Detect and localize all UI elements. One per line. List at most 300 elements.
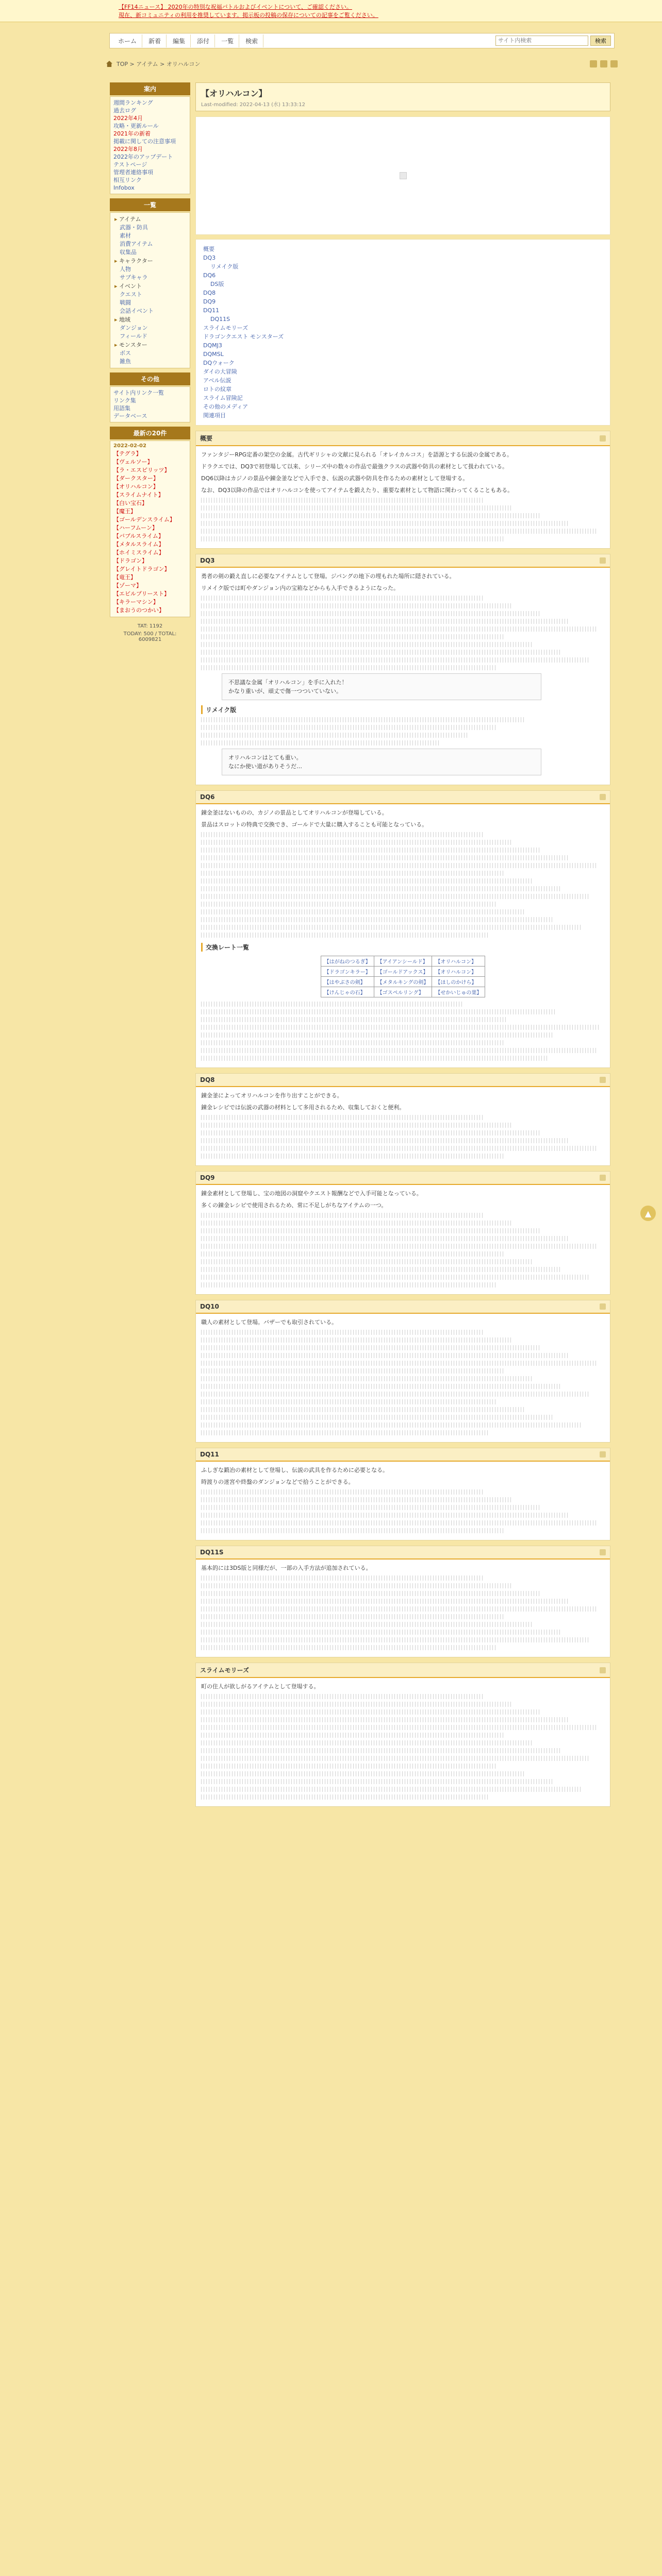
history-icon[interactable] xyxy=(600,60,607,67)
sidebar-subcategory[interactable]: 収集品 xyxy=(120,249,137,256)
text-line xyxy=(201,1146,597,1151)
text-line xyxy=(201,1505,540,1510)
text-line xyxy=(201,878,532,884)
text-line xyxy=(201,1606,597,1612)
article-section xyxy=(195,1663,610,1807)
text-line xyxy=(201,1337,512,1343)
text-line xyxy=(201,665,496,670)
text-line xyxy=(201,1384,560,1389)
text-line xyxy=(201,1251,504,1257)
text-line xyxy=(201,1733,504,1738)
text-line xyxy=(201,1591,540,1596)
sidebar-subcategory[interactable]: 消費アイテム xyxy=(120,241,153,247)
text-line xyxy=(201,1422,581,1428)
ad-placeholder[interactable] xyxy=(195,116,610,235)
table-cell[interactable]: 【ゴスペルリング】 xyxy=(374,987,432,997)
sidebar-category[interactable]: ▸ モンスター xyxy=(113,341,187,349)
recent-page-link[interactable]: 【オリハルコン】 xyxy=(113,483,159,490)
toc-link[interactable]: 関連項目 xyxy=(203,412,226,419)
game-message-box xyxy=(222,749,541,775)
table-cell[interactable]: 【はがねのつるぎ】 xyxy=(321,956,374,967)
table-row xyxy=(321,977,485,987)
text-line xyxy=(201,1415,552,1420)
sidebar-subcategory[interactable]: 雑魚 xyxy=(120,358,131,365)
toc-link[interactable]: ドラゴンクエスト モンスターズ xyxy=(203,333,284,340)
text-line xyxy=(201,498,484,503)
game-message-line: オリハルコンはとても重い。 xyxy=(228,754,302,761)
text-line xyxy=(201,1345,540,1350)
recent-page-link[interactable]: 【ハーフムーン】 xyxy=(113,524,158,531)
section-paragraph: 町の住人が欲しがるアイテムとして登場する。 xyxy=(201,1683,320,1690)
text-line xyxy=(201,1115,484,1120)
breadcrumb[interactable]: TOP > アイテム > オリハルコン xyxy=(117,61,201,67)
toc-link[interactable]: DQ9 xyxy=(203,298,216,305)
nav-home[interactable]: ホーム xyxy=(113,35,142,47)
recent-page-link[interactable]: 【ホイミスライム】 xyxy=(113,549,164,556)
text-line xyxy=(201,1138,569,1143)
subsection-heading: リメイク版 xyxy=(201,705,605,714)
text-line xyxy=(201,840,512,845)
recent-page-link[interactable]: 【キラーマシン】 xyxy=(113,599,159,605)
main-content xyxy=(195,82,610,1807)
toc-link[interactable]: DQ8 xyxy=(203,290,216,296)
sidebar-other-link[interactable]: サイト内リンク一覧 xyxy=(113,389,164,396)
toc-link[interactable]: DQ11S xyxy=(210,316,230,323)
sidebar-subcategory[interactable]: ダンジョン xyxy=(120,325,148,331)
section-heading-text: 概要 xyxy=(200,435,213,442)
text-line xyxy=(201,1709,540,1715)
edit-section-icon[interactable] xyxy=(600,435,606,442)
toc-link[interactable]: リメイク版 xyxy=(210,263,239,270)
article-section xyxy=(195,554,610,785)
text-line xyxy=(201,1694,484,1699)
toc-link[interactable]: スライム冒険記 xyxy=(203,395,243,401)
sidebar-menu-link[interactable]: 攻略・更新ルール xyxy=(113,123,159,129)
game-message-line: 不思議な金属「オリハルコン」を手に入れた！ xyxy=(228,679,347,686)
search-button[interactable]: 検索 xyxy=(590,36,611,46)
table-cell[interactable]: 【オリハルコン】 xyxy=(432,956,485,967)
text-line xyxy=(201,657,589,663)
rss-icon[interactable] xyxy=(610,60,618,67)
section-heading xyxy=(196,554,610,568)
text-line xyxy=(201,619,569,624)
toc-link[interactable]: DQ11 xyxy=(203,307,220,314)
section-paragraph: 時渡りの迷宮や終盤のダンジョンなどで拾うことができる。 xyxy=(201,1479,354,1485)
sidebar-menu-link[interactable]: 2022年のアップデート xyxy=(113,154,173,160)
notice-line-1[interactable]: 【FF14ニュース】 2020年の特別な祝福バトルおよびイベントについて、ご確認ください。 xyxy=(119,4,352,10)
edit-section-icon[interactable] xyxy=(600,1451,606,1458)
text-line xyxy=(201,894,589,899)
recent-page-link[interactable]: 【メタルスライム】 xyxy=(113,541,164,548)
sidebar-menu-link[interactable]: 過去ログ xyxy=(113,107,136,114)
nav-search[interactable]: 検索 xyxy=(240,35,263,47)
notice-bar xyxy=(0,0,662,22)
text-line xyxy=(201,1123,512,1128)
text-line xyxy=(201,1282,496,1287)
text-line xyxy=(201,513,540,518)
table-cell[interactable]: 【オリハルコン】 xyxy=(432,967,485,977)
section-heading xyxy=(196,1074,610,1087)
sidebar-menu-box xyxy=(110,96,190,194)
text-line xyxy=(201,1489,484,1495)
text-line xyxy=(201,855,569,860)
section-paragraph: なお、DQ3以降の作品ではオリハルコンを使ってアイテムを鍛えたり、重要な素材として物語に関わってくることもある。 xyxy=(201,487,514,494)
sidebar-subcategory[interactable]: フィールド xyxy=(120,333,147,340)
text-line xyxy=(201,1130,540,1136)
text-line xyxy=(201,1154,504,1159)
text-line xyxy=(201,634,504,639)
text-line xyxy=(201,1497,512,1502)
table-cell[interactable]: 【メタルキングの剣】 xyxy=(374,977,432,987)
section-heading xyxy=(196,1663,610,1678)
text-line xyxy=(201,1630,560,1635)
text-line xyxy=(201,1353,569,1358)
toc-link[interactable]: DQMJ3 xyxy=(203,342,222,349)
sidebar xyxy=(110,82,190,642)
sidebar-menu-link[interactable]: 管理者連絡事項 xyxy=(113,169,153,176)
section-heading xyxy=(196,1546,610,1560)
sidebar-category[interactable]: ▸ アイテム xyxy=(113,215,187,224)
text-line xyxy=(201,603,512,608)
text-line xyxy=(201,1771,524,1776)
recent-page-link[interactable]: 【ドラゴン】 xyxy=(113,557,147,564)
table-cell[interactable]: 【ドラゴンキラー】 xyxy=(321,967,374,977)
edit-section-icon[interactable] xyxy=(600,794,606,800)
text-line xyxy=(201,521,569,526)
recent-page-link[interactable]: 【スライムナイト】 xyxy=(113,492,164,498)
text-line xyxy=(201,871,504,876)
edit-section-icon[interactable] xyxy=(600,1667,606,1673)
sidebar-subcategory[interactable]: 人物 xyxy=(120,266,131,273)
section-heading-text: DQ10 xyxy=(200,1303,219,1310)
recent-page-link[interactable]: 【ダークスター】 xyxy=(113,475,159,482)
section-paragraph: ファンタジーRPG定番の架空の金属。古代ギリシャの文献に見られる「オレイカルコス」を語源とする伝説の金属である。 xyxy=(201,451,513,458)
table-cell[interactable]: 【はやぶさの剣】 xyxy=(321,977,374,987)
text-line xyxy=(201,611,540,616)
text-line xyxy=(201,1725,597,1730)
sidebar-other-link[interactable]: データベース xyxy=(113,413,147,419)
section-body xyxy=(196,446,610,548)
section-body xyxy=(196,1678,610,1806)
text-line xyxy=(201,1764,496,1769)
toc-link[interactable]: ロトの紋章 xyxy=(203,386,231,393)
text-line xyxy=(201,505,512,511)
section-paragraph: 錬金レシピでは伝説の武器の材料として多用されるため、収集しておくと便利。 xyxy=(201,1104,405,1111)
sidebar-counter: TODAY: 500 / TOTAL: 6009821 xyxy=(123,631,177,642)
notice-line-2[interactable]: 現在、新コミュニティの利用を推奨しています。掲示板の投稿の保存についての記事をご覧ください。 xyxy=(119,12,378,19)
recent-date: 2022-02-02 xyxy=(113,443,146,449)
sidebar-category[interactable]: ▸ イベント xyxy=(113,282,187,291)
text-line xyxy=(201,1399,496,1404)
sidebar-stats: TAT: 1192 xyxy=(137,623,163,629)
section-paragraph: 景品はスロットの特典で交換でき、ゴールドで大量に購入することも可能となっている。 xyxy=(201,821,428,828)
toc-link[interactable]: スライムモリーズ xyxy=(203,325,249,331)
text-line xyxy=(201,1236,569,1241)
article-header xyxy=(195,82,610,111)
sidebar-menu-link[interactable]: 2022年4月 xyxy=(113,115,143,122)
text-line xyxy=(201,832,484,837)
sidebar-subcategory[interactable]: クエスト xyxy=(120,291,142,298)
text-line xyxy=(201,1244,597,1249)
text-line xyxy=(201,642,532,647)
text-line xyxy=(201,1221,512,1226)
recent-page-link[interactable]: 【グレイトドラゴン】 xyxy=(113,566,170,572)
search-input[interactable] xyxy=(495,36,588,46)
scroll-top-button[interactable] xyxy=(640,1206,656,1221)
text-line xyxy=(201,1645,496,1650)
table-row xyxy=(321,967,485,977)
section-heading-text: DQ11S xyxy=(200,1549,224,1556)
article-section xyxy=(195,1073,610,1166)
sidebar-subcategory[interactable]: ボス xyxy=(120,350,131,357)
ad-icon xyxy=(400,172,407,179)
edit-section-icon[interactable] xyxy=(600,557,606,564)
text-line xyxy=(201,1040,504,1045)
text-line xyxy=(201,1599,569,1604)
text-line xyxy=(201,902,496,907)
sidebar-index-title: 一覧 xyxy=(110,198,190,211)
edit-icon[interactable] xyxy=(590,60,597,67)
section-body xyxy=(196,804,610,1067)
section-body xyxy=(196,1560,610,1657)
nav-new[interactable]: 新着 xyxy=(143,35,167,47)
text-line xyxy=(201,917,552,922)
sidebar-recent-box xyxy=(110,440,190,617)
section-heading xyxy=(196,791,610,804)
sidebar-menu-link[interactable]: 相互リンク xyxy=(113,177,142,183)
text-line xyxy=(201,1622,532,1627)
table-row xyxy=(321,987,485,997)
sidebar-menu-title: 案内 xyxy=(110,82,190,95)
section-heading-text: DQ3 xyxy=(200,557,215,564)
edit-section-icon[interactable] xyxy=(600,1077,606,1083)
section-body xyxy=(196,1185,610,1294)
recent-page-link[interactable]: 【ヴェルソー】 xyxy=(113,459,153,465)
section-heading-text: DQ6 xyxy=(200,793,215,801)
table-cell[interactable]: 【アイアンシールド】 xyxy=(374,956,432,967)
sidebar-menu-link[interactable]: 2022年8月 xyxy=(113,146,143,152)
section-paragraph: 職人の素材として登場。バザーでも取引されている。 xyxy=(201,1319,337,1326)
table-cell[interactable]: 【せかいじゅの葉】 xyxy=(432,987,485,997)
text-line xyxy=(201,626,597,632)
text-line xyxy=(201,1787,581,1792)
text-line xyxy=(201,536,504,541)
text-line xyxy=(201,1520,597,1526)
section-body xyxy=(196,1087,610,1165)
recent-page-link[interactable]: 【ゴールデンスライム】 xyxy=(113,516,175,523)
section-body xyxy=(196,1462,610,1540)
nav-attach[interactable]: 添付 xyxy=(192,35,215,47)
nav-list[interactable]: 一覧 xyxy=(216,35,239,47)
text-line xyxy=(201,1267,560,1272)
table-cell[interactable]: 【ゴールドアックス】 xyxy=(374,967,432,977)
sidebar-category[interactable]: ▸ キャラクター xyxy=(113,257,187,265)
recent-page-link[interactable]: 【ゾーマ】 xyxy=(113,582,142,589)
text-line xyxy=(201,1748,560,1753)
text-line xyxy=(201,909,524,914)
text-line xyxy=(201,1717,569,1722)
section-heading-text: DQ9 xyxy=(200,1174,215,1181)
sidebar-other-link[interactable]: 用語集 xyxy=(113,405,130,412)
section-heading xyxy=(196,1300,610,1314)
section-heading-text: スライムモリーズ xyxy=(200,1667,250,1674)
text-line xyxy=(201,1376,532,1381)
sidebar-subcategory[interactable]: 素材 xyxy=(120,232,131,239)
text-line xyxy=(201,1002,464,1007)
sidebar-menu-link[interactable]: 掲載に関しての注意事項 xyxy=(113,138,176,145)
section-paragraph: 多くの錬金レシピで使用されるため、常に不足しがちなアイテムの一つ。 xyxy=(201,1202,387,1209)
section-paragraph: 基本的には3DS版と同様だが、一部の入手方法が追加されている。 xyxy=(201,1565,372,1571)
sidebar-menu-link[interactable]: テストページ xyxy=(113,161,147,168)
recent-page-link[interactable]: 【竜王】 xyxy=(113,574,136,581)
sidebar-subcategory[interactable]: 武器・防具 xyxy=(120,224,148,231)
toc-link[interactable]: DQウォーク xyxy=(203,360,235,366)
text-line xyxy=(201,1575,484,1581)
text-line xyxy=(201,1032,552,1038)
text-line xyxy=(201,1228,540,1233)
section-paragraph: DQ6以降はカジノの景品や錬金釜などで入手でき、伝説の武器や防具を作るための素材として登場する。 xyxy=(201,475,469,482)
last-modified: Last-modified: 2022-04-13 (水) 13:33:12 xyxy=(201,102,305,108)
edit-section-icon[interactable] xyxy=(600,1549,606,1555)
text-line xyxy=(201,1330,484,1335)
sidebar-subcategory[interactable]: 会話イベント xyxy=(120,308,154,314)
text-line xyxy=(201,1275,589,1280)
text-line xyxy=(201,1056,548,1061)
game-message-box xyxy=(222,673,541,700)
text-line xyxy=(201,886,560,891)
sidebar-other-link[interactable]: リンク集 xyxy=(113,397,136,404)
exchange-table xyxy=(321,956,486,997)
table-of-contents xyxy=(195,239,610,426)
table-cell[interactable]: 【けんじゃの石】 xyxy=(321,987,374,997)
top-navigation xyxy=(109,33,615,48)
section-paragraph: 錬金素材として登場し、宝の地図の洞窟やクエスト報酬などで入手可能となっている。 xyxy=(201,1190,422,1197)
text-line xyxy=(201,1702,512,1707)
recent-page-link[interactable]: 【バブルスライム】 xyxy=(113,533,164,539)
text-line xyxy=(201,650,560,655)
section-heading xyxy=(196,1448,610,1462)
section-heading-text: DQ11 xyxy=(200,1451,219,1458)
toc-link[interactable]: DQ6 xyxy=(203,272,216,279)
section-body xyxy=(196,1314,610,1442)
section-paragraph: 錬金釜はないものの、カジノの景品としてオリハルコンが登場している。 xyxy=(201,809,388,816)
nav-edit[interactable]: 編集 xyxy=(168,35,191,47)
sidebar-recent-title: 最新の20件 xyxy=(110,427,190,439)
text-line xyxy=(201,1009,556,1014)
text-line xyxy=(201,863,597,868)
text-line xyxy=(201,1614,504,1619)
toc-link[interactable]: DQMSL xyxy=(203,351,224,358)
recent-page-link[interactable]: 【白い宝石】 xyxy=(113,500,147,506)
sidebar-menu-link[interactable]: 2021年の新着 xyxy=(113,130,151,137)
text-line xyxy=(201,1756,589,1761)
article-section xyxy=(195,431,610,549)
text-line xyxy=(201,1794,488,1800)
text-line xyxy=(201,933,488,938)
home-icon[interactable] xyxy=(106,61,112,67)
game-message-line: かなり重いが、頑丈で傷一つついていない。 xyxy=(228,688,342,694)
sidebar-subcategory[interactable]: 戦闘 xyxy=(120,299,131,306)
text-line xyxy=(201,1528,504,1533)
recent-page-link[interactable]: 【魔王】 xyxy=(113,508,136,515)
table-row xyxy=(321,956,485,967)
toc-link[interactable]: DQ3 xyxy=(203,255,216,261)
text-line xyxy=(201,1017,508,1022)
sidebar-category[interactable]: ▸ 地域 xyxy=(113,315,187,324)
sidebar-other-box xyxy=(110,386,190,422)
text-line xyxy=(201,1430,488,1435)
toc-link[interactable]: ダイの大冒険 xyxy=(203,368,237,375)
section-paragraph: 勇者の剣の鍛え直しに必要なアイテムとして登場。ジパングの地下の埋もれた場所に隠されている。 xyxy=(201,573,455,580)
section-heading xyxy=(196,1172,610,1185)
text-line xyxy=(201,1637,589,1642)
section-paragraph: ドラクエでは、DQ3で初登場して以来、シリーズ中の数々の作品で最強クラスの武器や防具の素材として扱われている。 xyxy=(201,463,508,470)
table-caption: 交換レート一覧 xyxy=(201,943,605,952)
sidebar-index-box xyxy=(110,212,190,368)
toc-link[interactable]: 概要 xyxy=(203,246,214,252)
recent-page-link[interactable]: 【テグラ】 xyxy=(113,450,142,457)
text-line xyxy=(201,1392,589,1397)
text-line xyxy=(201,1407,524,1412)
text-line xyxy=(201,740,439,745)
text-line xyxy=(201,1259,532,1264)
recent-page-link[interactable]: 【エビルプリースト】 xyxy=(113,590,170,597)
text-line xyxy=(201,725,496,730)
section-paragraph: リメイク版では町やダンジョン内の宝箱などからも入手できるようになった。 xyxy=(201,585,399,591)
sidebar-menu-link[interactable]: Infobox xyxy=(113,184,135,191)
recent-page-link[interactable]: 【ラ・エスピリッツ】 xyxy=(113,467,170,473)
text-line xyxy=(201,1368,504,1374)
sidebar-other-title: その他 xyxy=(110,372,190,385)
text-line xyxy=(201,1513,569,1518)
page-toolbar xyxy=(590,60,618,67)
text-line xyxy=(201,1740,532,1745)
text-line xyxy=(201,717,524,722)
edit-section-icon[interactable] xyxy=(600,1303,606,1310)
toc-link[interactable]: DS版 xyxy=(210,281,224,287)
article-section xyxy=(195,1546,610,1657)
section-paragraph: 錬金釜によってオリハルコンを作り出すことができる。 xyxy=(201,1092,343,1099)
edit-section-icon[interactable] xyxy=(600,1175,606,1181)
game-message-line: なにか使い道がありそうだ… xyxy=(228,763,302,770)
text-line xyxy=(201,733,468,738)
arrow-up-icon: ▲ xyxy=(644,1208,652,1218)
sidebar-subcategory[interactable]: サブキャラ xyxy=(120,274,148,281)
page-title: 【オリハルコン】 xyxy=(201,89,267,98)
text-line xyxy=(201,596,484,601)
text-line xyxy=(201,1025,601,1030)
text-line xyxy=(201,1213,484,1218)
section-paragraph: ふしぎな鍛冶の素材として登場し、伝説の武具を作るために必要となる。 xyxy=(201,1467,388,1473)
text-line xyxy=(201,925,581,930)
section-body xyxy=(196,568,610,785)
toc-link[interactable]: その他のメディア xyxy=(203,403,249,410)
table-cell[interactable]: 【ほしのかけら】 xyxy=(432,977,485,987)
text-line xyxy=(201,1779,552,1784)
text-line xyxy=(201,529,597,534)
text-line xyxy=(201,848,540,853)
article-section xyxy=(195,1300,610,1443)
article-section xyxy=(195,1448,610,1540)
recent-page-link[interactable]: 【まおうのつかい】 xyxy=(113,607,164,614)
article-section xyxy=(195,1171,610,1295)
text-line xyxy=(201,1048,597,1053)
breadcrumb-bar xyxy=(106,58,618,70)
toc-link[interactable]: アベル伝説 xyxy=(203,377,231,384)
article-section xyxy=(195,790,610,1068)
text-line xyxy=(201,1361,597,1366)
sidebar-menu-link[interactable]: 週間ランキング xyxy=(113,99,153,106)
